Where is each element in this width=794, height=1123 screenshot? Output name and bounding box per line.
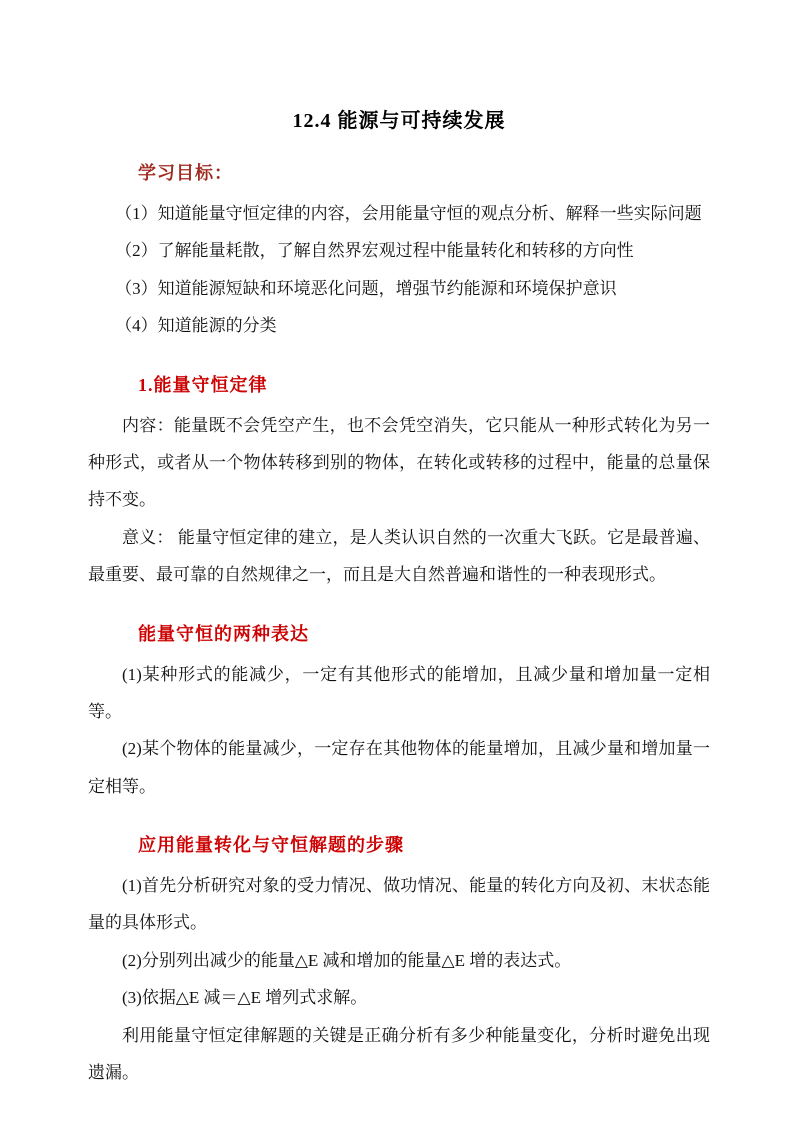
objective-item-2: （2）了解能量耗散，了解自然界宏观过程中能量转化和转移的方向性 <box>115 241 634 261</box>
step-item-1: (1)首先分析研究对象的受力情况、做功情况、能量的转化方向及初、末状态能量的具体形式。 <box>88 876 710 933</box>
document-title: 12.4 能源与可持续发展 <box>292 110 506 132</box>
steps-note-paragraph: 利用能量守恒定律解题的关键是正确分析有多少种能量变化，分析时避免出现遗漏。 <box>88 1025 710 1083</box>
objective-item-1: （1）知道能量守恒定律的内容，会用能量守恒的观点分析、解释一些实际问题 <box>115 204 702 223</box>
objectives-heading: 学习目标： <box>138 163 233 183</box>
expressions-heading: 能量守恒的两种表达 <box>138 623 309 644</box>
objective-item-4: （4）知道能源的分类 <box>115 316 277 336</box>
step-item-3: (3)依据△E 减＝△E 增列式求解。 <box>122 988 368 1008</box>
step-item-2: (2)分别列出减少的能量△E 减和增加的能量△E 增的表达式。 <box>122 950 572 970</box>
objectives-list <box>88 195 710 345</box>
section1-heading: 1.能量守恒定律 <box>138 374 268 395</box>
steps-heading: 应用能量转化与守恒解题的步骤 <box>138 835 404 856</box>
expression-item-2: (2)某个物体的能量减少，一定存在其他物体的能量增加，且减少量和增加量一定相等。 <box>88 739 710 796</box>
expression-item-1: (1)某种形式的能减少，一定有其他形式的能增加，且减少量和增加量一定相等。 <box>88 664 710 721</box>
section1-meaning-paragraph: 意义： 能量守恒定律的建立，是人类认识自然的一次重大飞跃。它是最普遍、最重要、最可靠的自然规律之一，而且是大自然普遍和谐性的一种表现形式。 <box>88 527 710 585</box>
objective-item-3: （3）知道能源短缺和环境恶化问题，增强节约能源和环境保护意识 <box>115 278 617 298</box>
section1-content-paragraph: 内容：能量既不会凭空产生，也不会凭空消失，它只能从一种形式转化为另一种形式，或者从一个物体转移到别的物体，在转化或转移的过程中，能量的总量保持不变。 <box>88 415 710 510</box>
